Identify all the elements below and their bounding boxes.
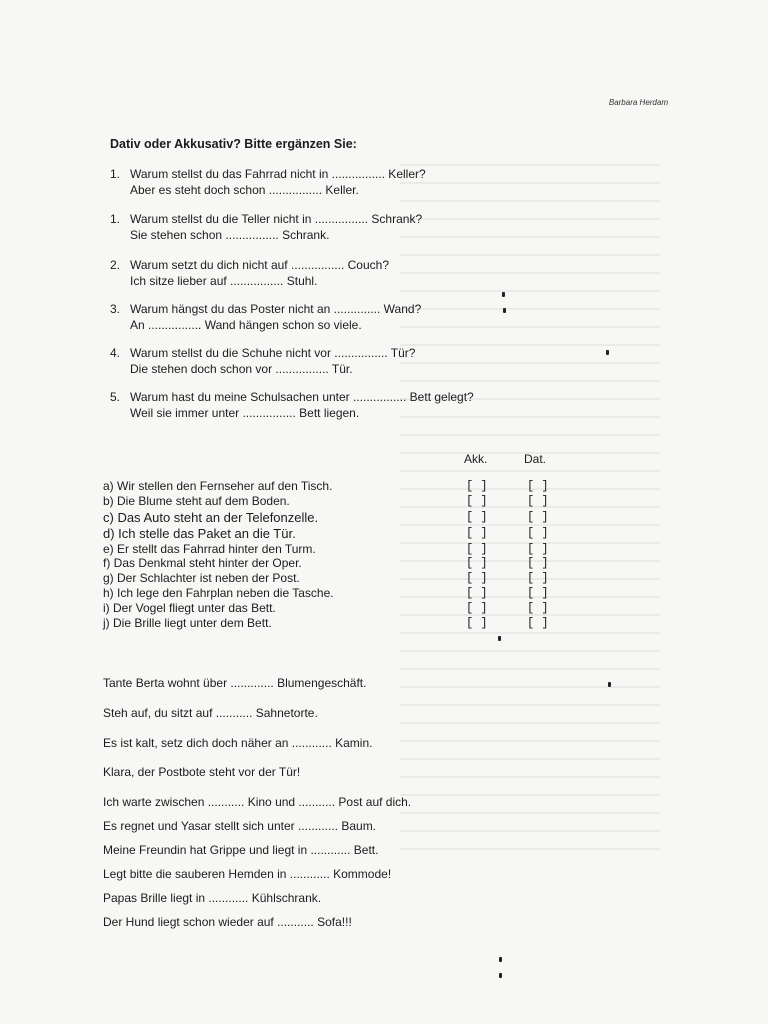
question-item [110,257,389,289]
question-number: 5. [110,390,121,404]
exercise-item: f) Das Denkmal steht hinter der Oper. [103,556,302,570]
akk-checkbox[interactable]: [ ] [466,556,488,570]
question-number: 3. [110,302,121,316]
dat-checkbox[interactable]: [ ] [527,601,549,615]
question-number: 4. [110,346,121,360]
exercise-item: h) Ich lege den Fahrplan neben die Tasche. [103,586,334,600]
akk-checkbox[interactable]: [ ] [466,616,488,630]
dat-checkbox[interactable]: [ ] [527,526,549,540]
fill-in-sentence: Papas Brille liegt in ............ Kühlschrank. [103,891,322,905]
scan-speck [499,957,502,962]
question-item [110,345,415,377]
question-line: Warum stellst du die Schuhe nicht vor ................ Tür? [130,346,416,360]
question-number: 1. [110,212,121,226]
answer-line: Aber es steht doch schon ................ Keller. [130,183,359,197]
column-header-dat: Dat. [524,452,547,466]
question-line: Warum hast du meine Schulsachen unter ................ Bett gelegt? [130,390,474,404]
fill-in-sentence: Der Hund liegt schon wieder auf ........... Sofa!!! [103,915,352,929]
exercise-item: b) Die Blume steht auf dem Boden. [103,494,290,508]
fill-in-sentence: Steh auf, du sitzt auf ........... Sahnetorte. [103,706,318,720]
exercise-item: g) Der Schlachter ist neben der Post. [103,571,300,585]
akk-checkbox[interactable]: [ ] [466,479,488,493]
scan-speck [502,292,505,297]
scan-speck [503,308,506,313]
scan-speck [499,973,502,978]
question-item [110,389,474,421]
fill-in-sentence: Klara, der Postbote steht vor der Tür! [103,765,301,779]
author-name: Barbara Herdam [608,98,668,107]
exercise-item: a) Wir stellen den Fernseher auf den Tisch. [103,479,333,493]
exercise-item: i) Der Vogel fliegt unter das Bett. [103,601,276,615]
fill-in-sentence: Legt bitte die sauberen Hemden in ............ Kommode! [103,867,392,881]
exercise-item: j) Die Brille liegt unter dem Bett. [103,616,272,630]
exercise-item: d) Ich stelle das Paket an die Tür. [103,526,296,541]
dat-checkbox[interactable]: [ ] [527,586,549,600]
fill-in-sentence: Es regnet und Yasar stellt sich unter ............ Baum. [103,819,377,833]
dat-checkbox[interactable]: [ ] [527,510,549,524]
dat-checkbox[interactable]: [ ] [527,571,549,585]
answer-line: Weil sie immer unter ................ Bett liegen. [130,406,360,420]
question-number: 1. [110,167,121,181]
scan-speck [608,682,611,687]
answer-line: Ich sitze lieber auf ................ Stuhl. [130,274,318,288]
answer-line: An ................ Wand hängen schon so viele. [130,318,362,332]
question-item [110,166,426,198]
dat-checkbox[interactable]: [ ] [527,616,549,630]
fill-in-sentence: Es ist kalt, setz dich doch näher an ............ Kamin. [103,736,373,750]
question-line: Warum setzt du dich nicht auf ................ Couch? [130,258,389,272]
question-item [110,211,422,243]
fill-in-sentence: Ich warte zwischen ........... Kino und ........... Post auf dich. [103,795,412,809]
column-header-akk: Akk. [464,452,488,466]
exercise-item: c) Das Auto steht an der Telefonzelle. [103,510,319,525]
worksheet-heading: Dativ oder Akkusativ? Bitte ergänzen Sie: [110,137,357,151]
answer-line: Die stehen doch schon vor ................ Tür. [130,362,353,376]
akk-checkbox[interactable]: [ ] [466,526,488,540]
question-line: Warum stellst du die Teller nicht in ................ Schrank? [130,212,423,226]
akk-checkbox[interactable]: [ ] [466,586,488,600]
fill-in-sentence: Meine Freundin hat Grippe und liegt in ............ Bett. [103,843,379,857]
dat-checkbox[interactable]: [ ] [527,556,549,570]
question-line: Warum stellst du das Fahrrad nicht in ................ Keller? [130,167,426,181]
akk-checkbox[interactable]: [ ] [466,494,488,508]
akk-checkbox[interactable]: [ ] [466,571,488,585]
question-line: Warum hängst du das Poster nicht an .............. Wand? [130,302,422,316]
fill-in-sentence: Tante Berta wohnt über ............. Blumengeschäft. [103,676,367,690]
scan-speck [498,636,501,641]
question-item [110,301,421,333]
exercise-item: e) Er stellt das Fahrrad hinter den Turm. [103,542,316,556]
dat-checkbox[interactable]: [ ] [527,494,549,508]
answer-line: Sie stehen schon ................ Schrank. [130,228,330,242]
dat-checkbox[interactable]: [ ] [527,542,549,556]
scan-speck [606,350,609,355]
question-number: 2. [110,258,121,272]
dat-checkbox[interactable]: [ ] [527,479,549,493]
akk-checkbox[interactable]: [ ] [466,542,488,556]
akk-checkbox[interactable]: [ ] [466,510,488,524]
akk-checkbox[interactable]: [ ] [466,601,488,615]
